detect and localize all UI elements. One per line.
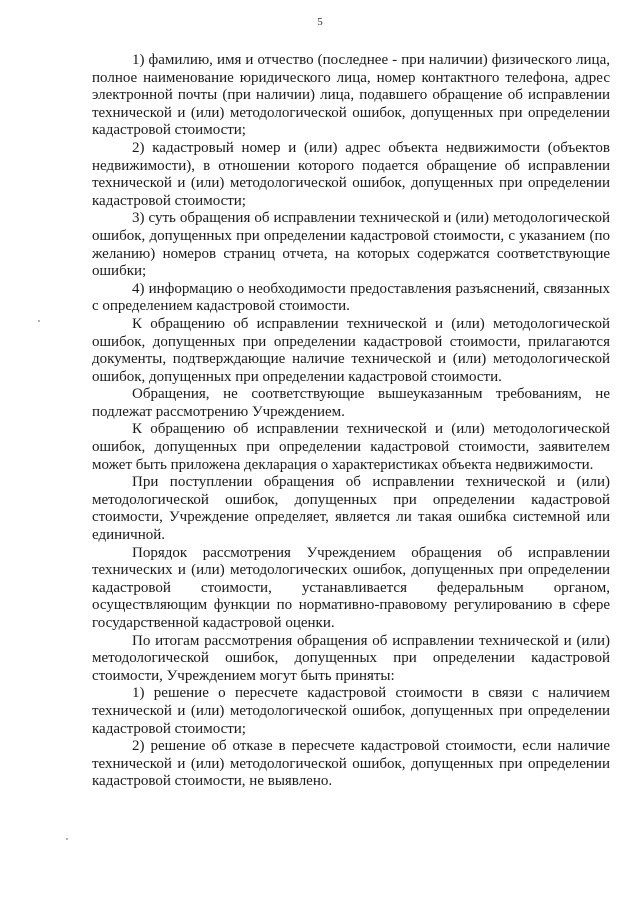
paragraph-item-1: 1) фамилию, имя и отчество (последнее - при наличии) физического лица, полное наименование юридического лица, номер контактного телефона, адрес электронной почты (при наличии) лица, подавшего обращение об исправлении технической и (или) методологической ошибок, допущенных при определении кадастровой стоимости; [92, 52, 610, 139]
paragraph-results: По итогам рассмотрения обращения об исправлении технической и (или) методологической ошибок, допущенных при определении кадастровой стоимости, Учреждением могут быть приняты: [92, 632, 610, 684]
paragraph-decision-recalc: 1) решение о пересчете кадастровой стоимости в связи с наличием технической и (или) методологической ошибок, допущенных при определении кадастровой стоимости; [92, 685, 610, 737]
page-number: 5 [317, 16, 323, 28]
scan-dot-mark [38, 320, 40, 322]
paragraph-noncompliant: Обращения, не соответствующие вышеуказанным требованиям, не подлежат рассмотрению Учреждением. [92, 386, 610, 420]
paragraph-attachments: К обращению об исправлении технической и (или) методологической ошибок, допущенных при определении кадастровой стоимости, прилагаются документы, подтверждающие наличие технической и (или) методологической ошибок, допущенных при определении кадастровой стоимости. [92, 315, 610, 385]
scan-dot-mark [66, 838, 68, 840]
paragraph-item-2: 2) кадастровый номер и (или) адрес объекта недвижимости (объектов недвижимости), в отношении которого подается обращение об исправлении технической и (или) методологической ошибок, допущенных при определении кадастровой стоимости; [92, 139, 610, 209]
paragraph-item-4: 4) информацию о необходимости предоставления разъяснений, связанных с определением кадастровой стоимости. [92, 280, 610, 315]
paragraph-procedure: Порядок рассмотрения Учреждением обращения об исправлении технических и (или) методологических ошибок, допущенных при определении кадастровой стоимости, устанавливается федеральным органом, осуществляющим функции по нормативно-правовому регулированию в сфере государственной кадастровой оценки. [92, 544, 610, 631]
body-text [92, 52, 610, 791]
paragraph-error-type: При поступлении обращения об исправлении технической и (или) методологической ошибок, допущенных при определении кадастровой стоимости, Учреждение определяет, является ли такая ошибка системной или единичной. [92, 474, 610, 544]
paragraph-item-3: 3) суть обращения об исправлении технической и (или) методологической ошибок, допущенных при определении кадастровой стоимости, с указанием (по желанию) номеров страниц отчета, на которых содержатся соответствующие ошибки; [92, 210, 610, 280]
paragraph-decision-refusal: 2) решение об отказе в пересчете кадастровой стоимости, если наличие технической и (или) методологической ошибок, допущенных при определении кадастровой стоимости, не выявлено. [92, 738, 610, 790]
paragraph-declaration: К обращению об исправлении технической и (или) методологической ошибок, допущенных при определении кадастровой стоимости, заявителем может быть приложена декларация о характеристиках объекта недвижимости. [92, 421, 610, 473]
